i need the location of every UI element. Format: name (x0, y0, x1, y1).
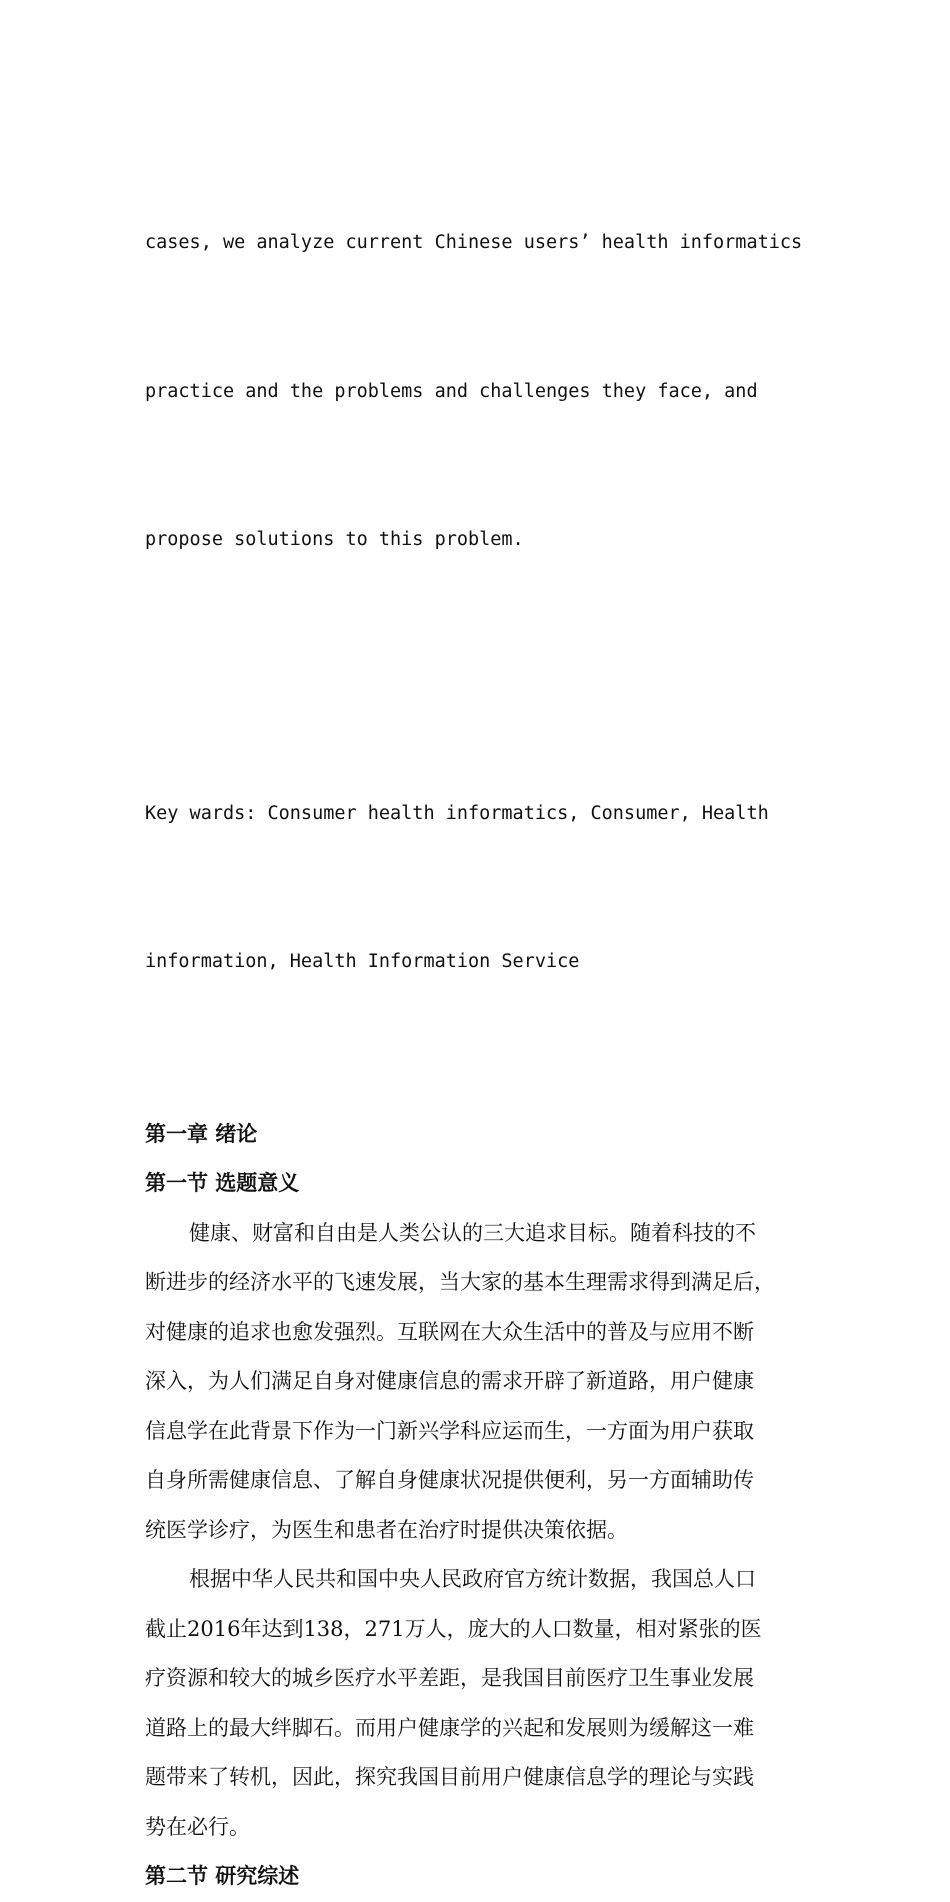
section-title: 第二节 研究综述 (145, 1864, 300, 1888)
chapter-title: 第一章 绪论 (145, 1121, 258, 1146)
paragraph-line: 根据中华人民共和国中央人民政府官方统计数据，我国总人口 (189, 1567, 756, 1591)
paragraph-line: 深入，为人们满足自身对健康信息的需求开辟了新道路，用户健康 (145, 1369, 754, 1393)
paragraph-line: 断进步的经济水平的飞速发展，当大家的基本生理需求得到满足后， (145, 1270, 775, 1294)
paragraph-line: 题带来了转机，因此，探究我国目前用户健康信息学的理论与实践 (145, 1765, 754, 1789)
paragraph-line: 截止2016年达到138，271万人，庞大的人口数量，相对紧张的医 (145, 1616, 762, 1641)
page-content (145, 119, 810, 1902)
keywords-block (145, 690, 810, 1086)
paragraph-line: 健康、财富和自由是人类公认的三大追求目标。随着科技的不 (189, 1220, 756, 1245)
paragraph-line: 对健康的追求也愈发强烈。互联网在大众生活中的普及与应用不断 (145, 1319, 754, 1344)
paragraph-line: 统医学诊疗，为医生和患者在治疗时提供决策依据。 (145, 1517, 628, 1542)
keywords-line: Key wards: Consumer health informatics, Consumer, Health (145, 802, 769, 824)
paragraph-line: 道路上的最大绊脚石。而用户健康学的兴起和发展则为缓解这一难 (145, 1715, 754, 1740)
section-title: 第一节 选题意义 (145, 1171, 300, 1195)
paragraph-line: 疗资源和较大的城乡医疗水平差距，是我国目前医疗卫生事业发展 (145, 1666, 754, 1690)
paragraph (145, 1209, 810, 1556)
paragraph-line: 势在必行。 (145, 1814, 250, 1839)
keywords-line: information, Health Information Service (145, 951, 580, 972)
paragraph-line: 自身所需健康信息、了解自身健康状况提供便利，另一方面辅助传 (145, 1468, 754, 1492)
paragraph-line: 信息学在此背景下作为一门新兴学科应运而生，一方面为用户获取 (145, 1418, 754, 1443)
abstract-line: practice and the problems and challenges they face, and (145, 380, 758, 402)
abstract-line: cases, we analyze current Chinese users’ health informatics (145, 232, 803, 253)
paragraph (145, 1555, 810, 1852)
abstract-line: propose solutions to this problem. (145, 529, 524, 550)
abstract-english-tail (145, 119, 810, 664)
